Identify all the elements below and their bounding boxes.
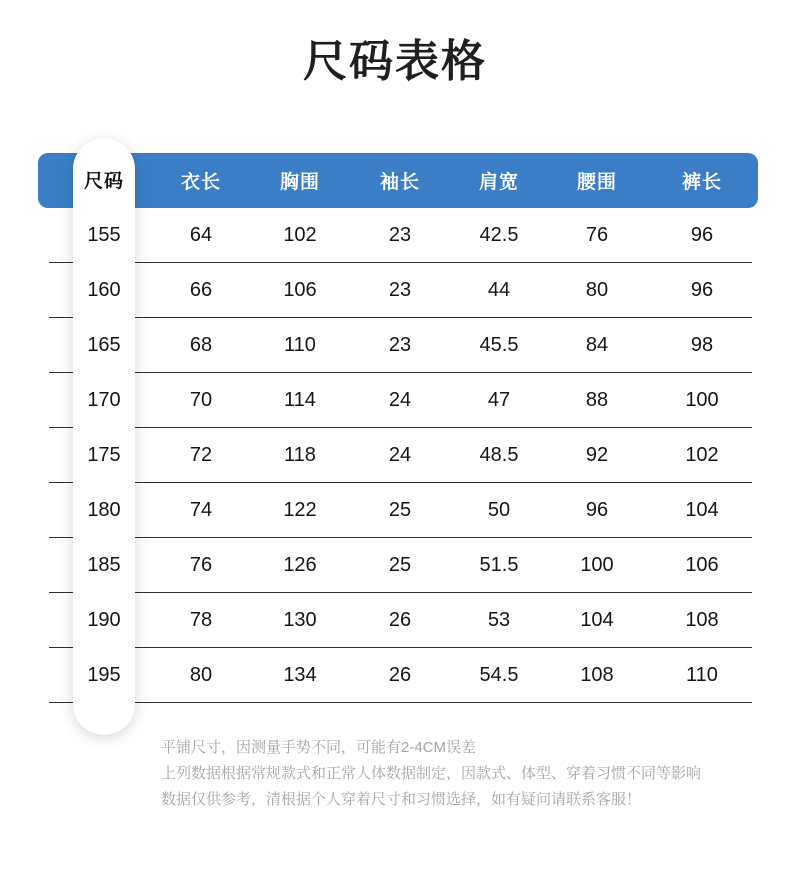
table-cell: 54.5 [479,664,519,686]
table-cell: 118 [284,444,316,466]
table-row [38,428,758,483]
column-header: 袖长 [379,172,420,193]
table-cell: 96 [585,499,609,521]
table-cell: 50 [487,499,511,521]
table-cell: 106 [685,554,719,576]
measurement-notes [161,735,771,813]
size-column-header: 尺码 [83,170,124,192]
table-cell: 98 [690,334,714,356]
table-cell: 23 [388,224,412,246]
table-cell: 24 [388,444,412,466]
size-value: 160 [87,279,121,301]
table-cell: 80 [189,664,213,686]
table-cell: 126 [283,554,317,576]
size-column-pill [73,138,135,735]
table-cell: 104 [685,499,719,521]
table-cell: 80 [585,279,609,301]
table-cell: 47 [487,389,511,411]
table-row [38,648,758,703]
size-value: 175 [87,444,121,466]
table-cell: 100 [580,554,614,576]
table-cell: 23 [388,334,412,356]
size-value: 170 [87,389,121,411]
table-header-row [38,153,758,208]
table-cell: 53 [487,609,511,631]
table-cell: 102 [685,444,719,466]
table-row [38,593,758,648]
note-line: 平铺尺寸，因测量手势不同，可能有2-4CM误差 [161,739,477,756]
table-cell: 48.5 [479,444,519,466]
page-title: 尺码表格 [303,37,487,86]
table-cell: 88 [585,389,609,411]
table-cell: 130 [283,609,317,631]
table-cell: 68 [189,334,213,356]
table-cell: 92 [585,444,609,466]
table-row [38,263,758,318]
size-value: 155 [87,224,121,246]
table-cell: 51.5 [479,554,519,576]
table-cell: 104 [580,609,614,631]
table-cell: 102 [283,224,317,246]
size-table [38,153,758,703]
table-row [38,483,758,538]
table-cell: 25 [388,499,412,521]
table-cell: 24 [388,389,412,411]
note-line: 上列数据根据常规款式和正常人体数据制定，因款式、体型、穿着习惯不同等影响 [161,765,702,782]
table-cell: 45.5 [479,334,519,356]
note-line: 数据仅供参考，清根据个人穿着尺寸和习惯选择，如有疑问请联系客服！ [161,791,642,808]
size-value: 180 [87,499,121,521]
table-cell: 72 [189,444,213,466]
table-cell: 110 [686,664,718,686]
table-cell: 66 [189,279,213,301]
table-row [38,373,758,428]
table-cell: 42.5 [479,224,519,246]
table-cell: 96 [690,224,714,246]
table-body [38,208,758,703]
table-cell: 108 [685,609,719,631]
size-value: 185 [87,554,121,576]
column-header: 衣长 [180,172,221,193]
table-cell: 108 [580,664,614,686]
table-cell: 76 [189,554,213,576]
table-cell: 84 [585,334,609,356]
size-value: 190 [87,609,121,631]
column-header: 腰围 [576,172,617,193]
size-value: 195 [87,664,121,686]
size-value: 165 [87,334,121,356]
table-cell: 70 [189,389,213,411]
column-header: 裤长 [681,172,722,193]
table-cell: 96 [690,279,714,301]
table-row [38,208,758,263]
table-cell: 122 [283,499,317,521]
table-row [38,538,758,593]
column-header: 肩宽 [478,172,519,193]
table-cell: 76 [585,224,609,246]
table-cell: 26 [388,664,412,686]
table-cell: 23 [388,279,412,301]
table-cell: 25 [388,554,412,576]
table-cell: 100 [685,389,719,411]
size-column-values [73,208,135,703]
table-cell: 78 [189,609,213,631]
table-cell: 74 [189,499,213,521]
table-cell: 134 [283,664,317,686]
table-cell: 64 [189,224,213,246]
table-cell: 26 [388,609,412,631]
table-cell: 44 [487,279,511,301]
table-cell: 114 [284,389,316,411]
table-cell: 106 [283,279,317,301]
table-row [38,318,758,373]
table-cell: 110 [284,334,316,356]
column-header: 胸围 [279,172,320,193]
